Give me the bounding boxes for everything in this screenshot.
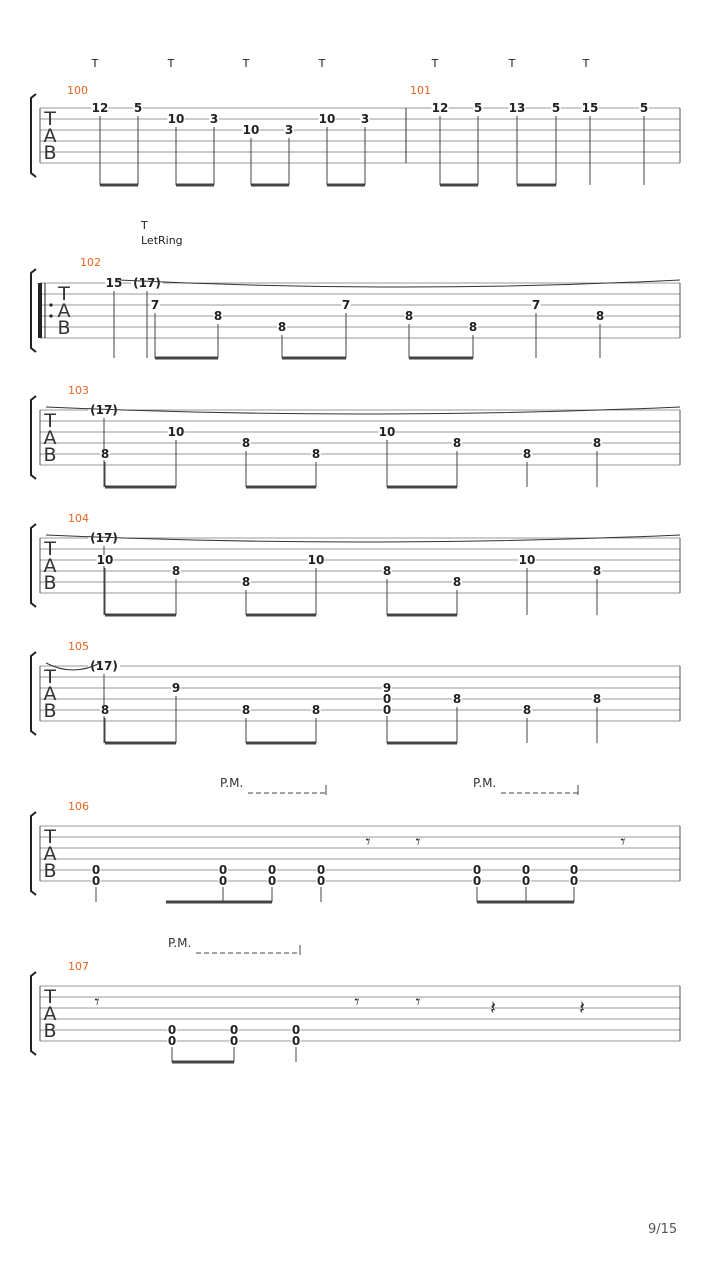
fret-number: 8 bbox=[522, 447, 532, 461]
tab-clef-letter: B bbox=[43, 444, 57, 466]
fret-number: 0 bbox=[291, 1034, 301, 1048]
fret-number: 0 bbox=[521, 874, 531, 888]
tab-system bbox=[31, 652, 680, 743]
fret-number: 0 bbox=[382, 692, 392, 706]
fret-number: 8 bbox=[404, 309, 414, 323]
tab-clef-letter: T bbox=[44, 108, 56, 130]
tab-clef-letter: A bbox=[57, 300, 71, 322]
fret-number: 10 bbox=[96, 553, 114, 567]
fret-number: 8 bbox=[452, 575, 462, 589]
fret-number: 8 bbox=[171, 564, 181, 578]
tab-system bbox=[31, 396, 680, 487]
repeat-dot bbox=[49, 314, 52, 317]
page-number: 9/15 bbox=[648, 1222, 678, 1237]
tap-marker: T bbox=[582, 57, 590, 70]
fret-number: 15 bbox=[581, 101, 599, 115]
fret-number: 0 bbox=[316, 874, 326, 888]
tap-marker: T bbox=[508, 57, 516, 70]
fret-number: 8 bbox=[382, 564, 392, 578]
eighth-rest: 𝄾 bbox=[415, 831, 421, 853]
fret-number: 7 bbox=[150, 298, 160, 312]
fret-number: 0 bbox=[267, 874, 277, 888]
tab-system bbox=[31, 812, 680, 902]
tab-clef-letter: B bbox=[43, 860, 57, 882]
tab-clef-letter: B bbox=[43, 700, 57, 722]
palm-mute-label: P.M. bbox=[168, 936, 192, 950]
fret-number: 8 bbox=[311, 703, 321, 717]
eighth-rest: 𝄾 bbox=[365, 831, 371, 853]
fret-number: 0 bbox=[316, 863, 326, 877]
tap-marker: T bbox=[318, 57, 326, 70]
fret-number: 0 bbox=[229, 1023, 239, 1037]
fret-number: 3 bbox=[284, 123, 294, 137]
fret-number: 8 bbox=[452, 436, 462, 450]
fret-number: 0 bbox=[569, 863, 579, 877]
fret-number: 12 bbox=[431, 101, 449, 115]
bar-number: 100 bbox=[67, 84, 88, 97]
fret-number: 0 bbox=[382, 703, 392, 717]
fret-number: 8 bbox=[100, 447, 110, 461]
fret-number: 5 bbox=[473, 101, 483, 115]
fret-number: 0 bbox=[218, 874, 228, 888]
tab-clef-letter: T bbox=[58, 283, 70, 305]
tab-clef-letter: B bbox=[43, 142, 57, 164]
fret-number: 10 bbox=[167, 112, 185, 126]
tab-clef-letter: T bbox=[44, 538, 56, 560]
fret-number: (17) bbox=[90, 403, 118, 417]
system-bracket bbox=[31, 972, 36, 1055]
tap-marker: T bbox=[242, 57, 250, 70]
tab-clef-letter: A bbox=[43, 683, 57, 705]
palm-mute-label: P.M. bbox=[473, 776, 497, 790]
eighth-rest: 𝄾 bbox=[620, 831, 626, 853]
system-bracket bbox=[31, 94, 36, 177]
tap-marker: T bbox=[91, 57, 99, 70]
fret-number: 7 bbox=[531, 298, 541, 312]
fret-number: 8 bbox=[592, 564, 602, 578]
fret-number: 0 bbox=[521, 863, 531, 877]
fret-number: 9 bbox=[171, 681, 181, 695]
fret-number: 8 bbox=[595, 309, 605, 323]
bar-number: 103 bbox=[68, 384, 89, 397]
fret-number: 0 bbox=[229, 1034, 239, 1048]
fret-number: 0 bbox=[218, 863, 228, 877]
tab-clef-letter: T bbox=[44, 410, 56, 432]
system-bracket bbox=[31, 652, 36, 735]
tab-clef-letter: B bbox=[43, 572, 57, 594]
fret-number: 13 bbox=[508, 101, 526, 115]
fret-number: 9 bbox=[382, 681, 392, 695]
fret-number: 0 bbox=[91, 863, 101, 877]
bar-number: 105 bbox=[68, 640, 89, 653]
tab-system bbox=[31, 269, 680, 358]
fret-number: 0 bbox=[569, 874, 579, 888]
fret-number: 0 bbox=[267, 863, 277, 877]
tap-marker: T bbox=[431, 57, 439, 70]
fret-number: 10 bbox=[318, 112, 336, 126]
tab-clef-letter: A bbox=[43, 555, 57, 577]
fret-number: 8 bbox=[277, 320, 287, 334]
palm-mute-label: P.M. bbox=[220, 776, 244, 790]
fret-number: 8 bbox=[311, 447, 321, 461]
fret-number: 8 bbox=[592, 692, 602, 706]
fret-number: 10 bbox=[242, 123, 260, 137]
fret-number: 8 bbox=[241, 436, 251, 450]
fret-number: (17) bbox=[90, 659, 118, 673]
tab-system bbox=[31, 524, 680, 615]
fret-number: 10 bbox=[518, 553, 536, 567]
system-bracket bbox=[31, 524, 36, 607]
fret-number: 12 bbox=[91, 101, 109, 115]
fret-number: 10 bbox=[378, 425, 396, 439]
fret-number: 5 bbox=[133, 101, 143, 115]
fret-number: 8 bbox=[522, 703, 532, 717]
bar-number: 101 bbox=[410, 84, 431, 97]
fret-number: 8 bbox=[241, 575, 251, 589]
tap-marker: T bbox=[141, 219, 148, 232]
fret-number: (17) bbox=[90, 531, 118, 545]
fret-number: 0 bbox=[167, 1034, 177, 1048]
tab-clef-letter: B bbox=[57, 317, 71, 339]
fret-number: 8 bbox=[452, 692, 462, 706]
system-bracket bbox=[31, 812, 36, 895]
eighth-rest: 𝄾 bbox=[94, 991, 100, 1013]
fret-number: 3 bbox=[209, 112, 219, 126]
fret-number: 0 bbox=[167, 1023, 177, 1037]
fret-number: 0 bbox=[472, 863, 482, 877]
fret-number: 15 bbox=[105, 276, 123, 290]
fret-number: (17) bbox=[133, 276, 161, 290]
fret-number: 8 bbox=[592, 436, 602, 450]
fret-number: 0 bbox=[291, 1023, 301, 1037]
fret-number: 10 bbox=[307, 553, 325, 567]
system-bracket bbox=[31, 269, 36, 352]
tab-clef-letter: T bbox=[44, 986, 56, 1008]
tab-clef-letter: A bbox=[43, 125, 57, 147]
tab-clef-letter: T bbox=[44, 826, 56, 848]
fret-number: 3 bbox=[360, 112, 370, 126]
quarter-rest: 𝄽 bbox=[579, 997, 585, 1019]
repeat-dot bbox=[49, 303, 52, 306]
tab-clef-letter: A bbox=[43, 1003, 57, 1025]
bar-number: 102 bbox=[80, 256, 101, 269]
tab-clef-letter: B bbox=[43, 1020, 57, 1042]
fret-number: 0 bbox=[472, 874, 482, 888]
eighth-rest: 𝄾 bbox=[415, 991, 421, 1013]
bar-number: 104 bbox=[68, 512, 89, 525]
fret-number: 8 bbox=[468, 320, 478, 334]
fret-number: 8 bbox=[213, 309, 223, 323]
bar-number: 107 bbox=[68, 960, 89, 973]
fret-number: 8 bbox=[100, 703, 110, 717]
fret-number: 5 bbox=[551, 101, 561, 115]
fret-number: 8 bbox=[241, 703, 251, 717]
tab-clef-letter: T bbox=[44, 666, 56, 688]
fret-number: 5 bbox=[639, 101, 649, 115]
fret-number: 0 bbox=[91, 874, 101, 888]
quarter-rest: 𝄽 bbox=[490, 997, 496, 1019]
tab-clef-letter: A bbox=[43, 427, 57, 449]
system-bracket bbox=[31, 396, 36, 479]
let-ring-label: LetRing bbox=[141, 234, 183, 247]
repeat-thick-bar bbox=[38, 283, 42, 338]
tap-marker: T bbox=[167, 57, 175, 70]
tab-clef-letter: A bbox=[43, 843, 57, 865]
bar-number: 106 bbox=[68, 800, 89, 813]
eighth-rest: 𝄾 bbox=[354, 991, 360, 1013]
fret-number: 10 bbox=[167, 425, 185, 439]
fret-number: 7 bbox=[341, 298, 351, 312]
